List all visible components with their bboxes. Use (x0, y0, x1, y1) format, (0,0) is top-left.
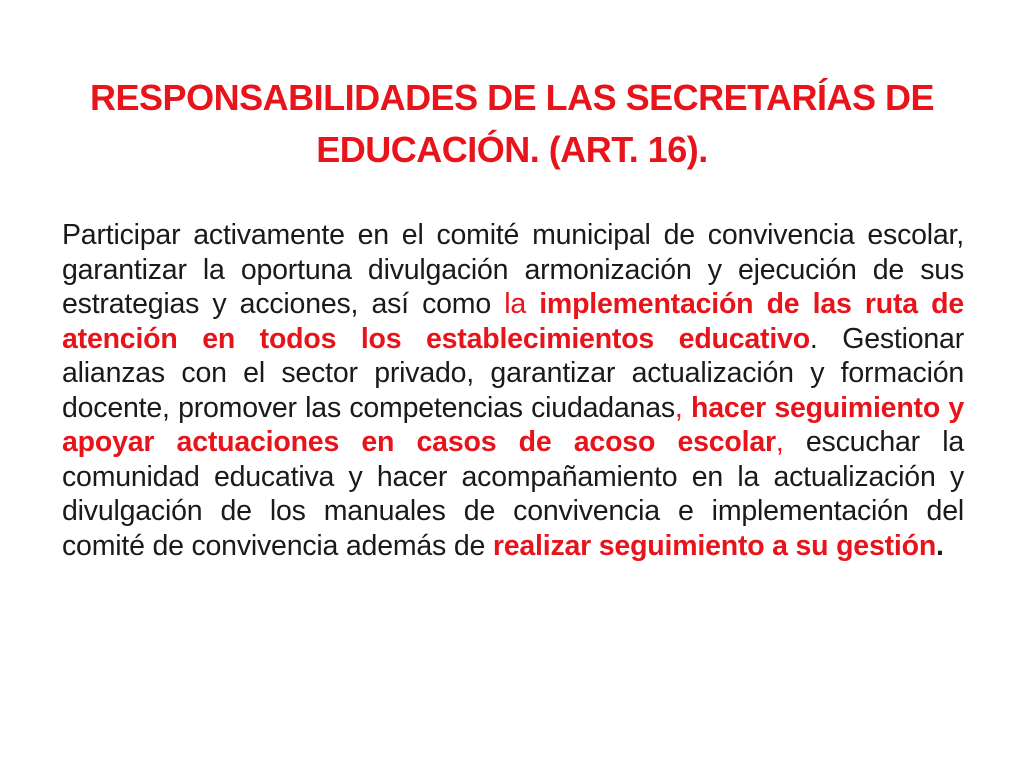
body-highlight-bullying-followup: hacer seguimiento y apoyar actuaciones en casos de acoso escolar (62, 391, 965, 458)
body-text-segment: Participar activamente en el comité municipal de convivencia escolar, garantizar la oportuna divulgación armonización y ejecución de sus estrategias y acciones, así como (62, 219, 964, 320)
slide-title (70, 72, 954, 176)
body-text-segment: . Gestionar alianzas con el sector privado, garantizar actualización y formación docente, promover las competencias ciudadanas (62, 322, 964, 424)
body-accent-segment: la (504, 288, 540, 320)
body-text-segment: escuchar la comunidad educativa y hacer acompañamiento en la actualización y divulgación de los manuales de convivencia e implementación del comité de convivencia además de (62, 426, 964, 562)
body-highlight-management-followup: realizar seguimiento a su gestión (492, 529, 937, 562)
body-accent-comma: , (775, 426, 806, 458)
body-final-period: . (936, 529, 944, 562)
body-accent-comma: , (674, 391, 691, 424)
slide-body-paragraph (62, 218, 964, 563)
body-highlight-route-implementation: implementación de las ruta de atención en todos los establecimientos educativo (62, 288, 964, 355)
slide-title-line-2: EDUCACIÓN. (ART. 16). (316, 129, 708, 170)
slide-title-line-1: RESPONSABILIDADES DE LAS SECRETARÍAS DE (90, 77, 934, 118)
